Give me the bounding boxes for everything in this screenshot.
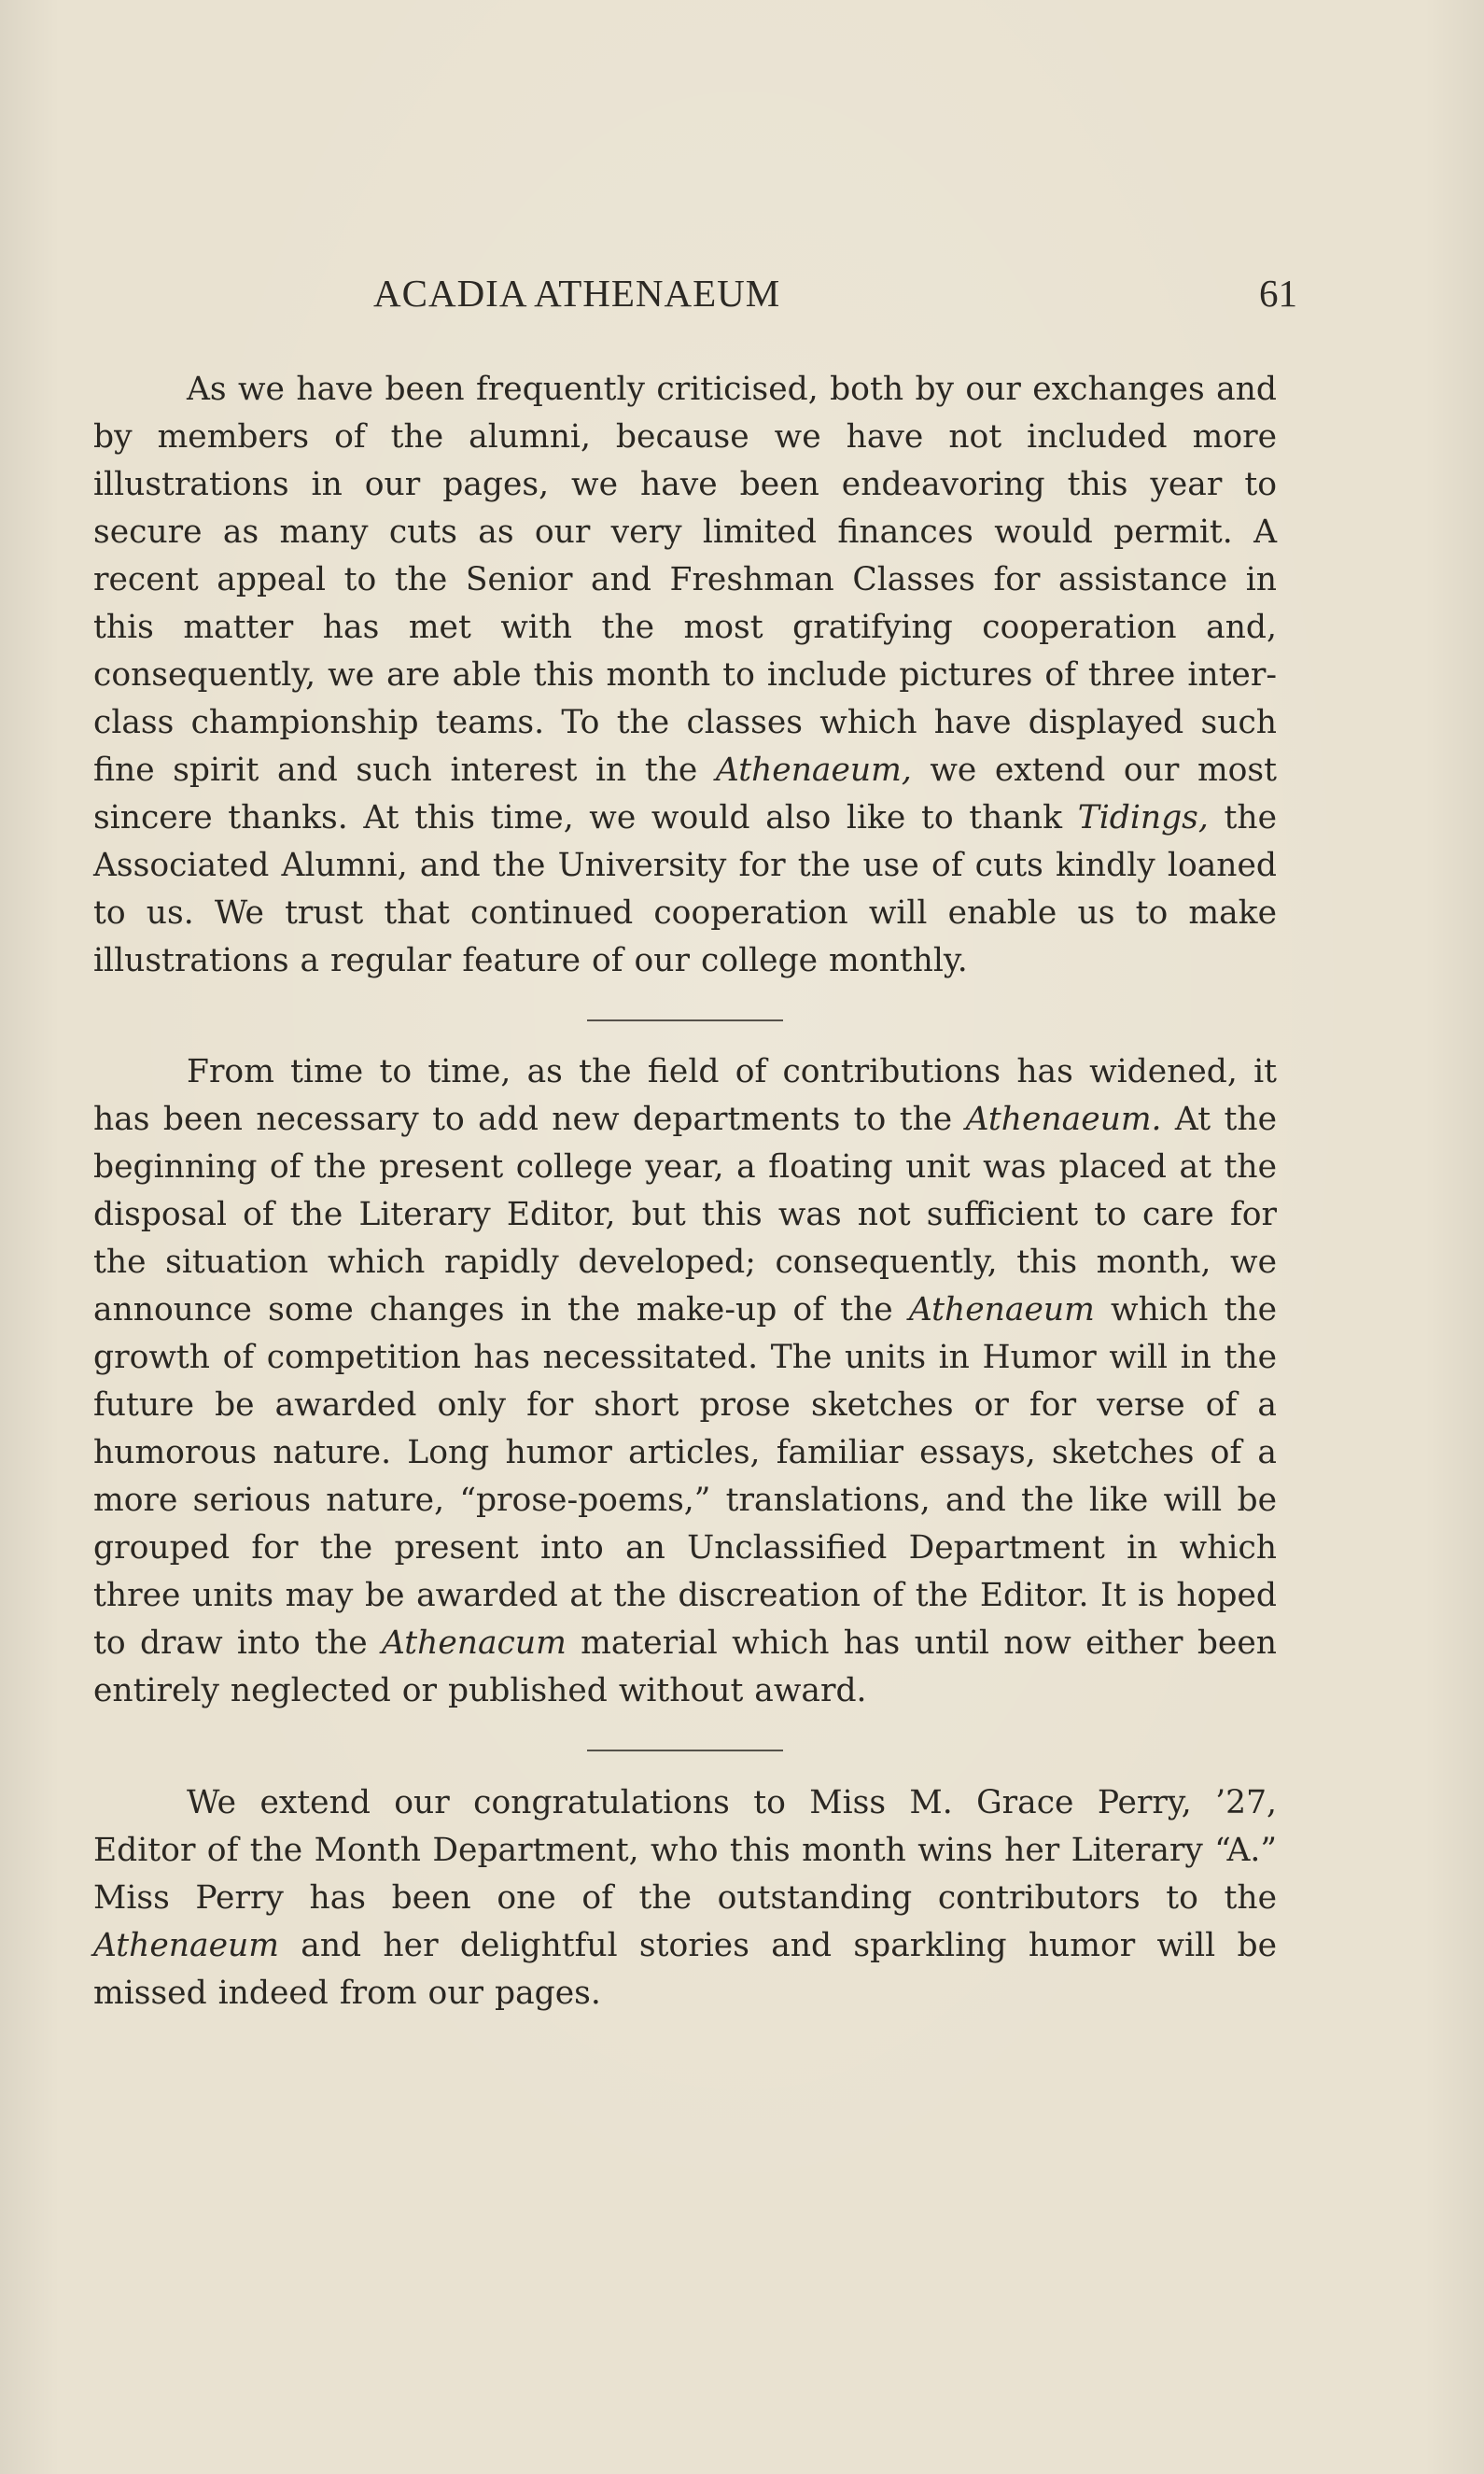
section-divider — [587, 1750, 783, 1751]
italic-title: Athenaeum — [93, 1927, 279, 1964]
paragraph-text: we extend our most sincere thanks. At this time, we would also like to thank — [93, 752, 1277, 836]
paragraph-text: the Associated Alumni, and the University for the use of cuts kindly loaned to us. We trust that continued cooperation will enable us to make illustrations a regular feature of our college monthly. — [93, 799, 1277, 979]
paragraph-text: and her delightful stories and sparkling humor will be missed indeed from our pages. — [93, 1927, 1277, 2012]
page-body — [93, 366, 1277, 2017]
italic-title: Athenaeum. — [965, 1101, 1162, 1138]
paragraph-text: We extend our congratulations to Miss M. Grace Perry, ’27, Editor of the Month Department, who this month wins her Literary “A.” Miss Perry has been one of the outstanding contributors to the — [93, 1784, 1277, 1917]
section-divider — [587, 1019, 783, 1021]
italic-title: Athenaeum — [908, 1291, 1095, 1328]
running-title: ACADIA ATHENAEUM — [373, 272, 781, 315]
paragraph-illustrations — [93, 366, 1277, 985]
page-number: 61 — [1259, 272, 1297, 315]
paragraph-congratulations — [93, 1779, 1277, 2017]
paragraph-text: At the beginning of the present college year, a floating unit was placed at the disposal of the Literary Editor, but this was not sufficient to care for the situation which rapidly developed; consequently, this month, we announce some changes in the make-up of the — [93, 1101, 1277, 1328]
paragraph-text: which the growth of competition has necessitated. The units in Humor will in the future be awarded only for short prose sketches or for verse of a humorous nature. Long humor articles, familiar essays, sketches of a more serious nature, “prose-poems,” translations, and the like will be grouped for the present into an Unclassified Department in which three units may be awarded at the discreation of the Editor. It is hoped to draw into the — [93, 1291, 1277, 1662]
italic-title: Athenaeum, — [715, 752, 912, 789]
paragraph-departments — [93, 1048, 1277, 1715]
paragraph-text: As we have been frequently criticised, both by our exchanges and by members of the alumni, because we have not included more illustrations in our pages, we have been endeavoring this year to secure as many cuts as our very limited finances would permit. A recent appeal to the Senior and Freshman Classes for assistance in this matter has met with the most gratifying cooperation and, consequently, we are able this month to include pictures of three inter-class championship teams. To the classes which have displayed such fine spirit and such interest in the — [93, 371, 1277, 789]
page-header — [93, 271, 1297, 317]
paragraph-text: material which has until now either been entirely neglected or published without award. — [93, 1624, 1277, 1709]
italic-title: Athenacum — [381, 1624, 567, 1662]
paragraph-text: From time to time, as the field of contributions has widened, it has been necessary to add new departments to the — [93, 1053, 1277, 1138]
italic-title: Tidings, — [1077, 799, 1209, 836]
